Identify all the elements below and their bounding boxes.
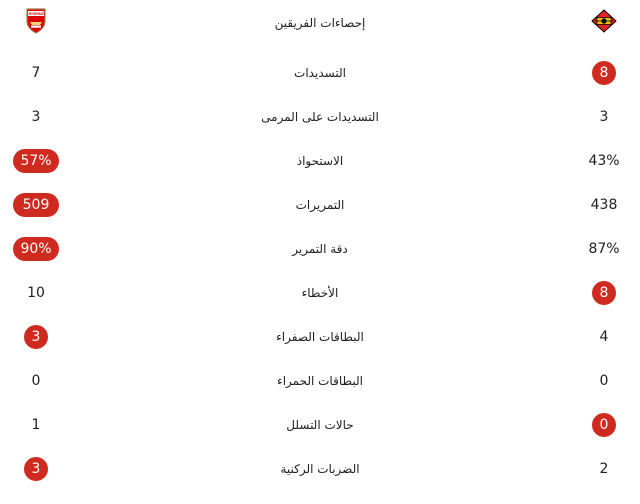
right-value: 4 (599, 329, 609, 345)
left-value-highlighted: 90% (13, 237, 59, 261)
right-value-highlighted: 8 (592, 61, 616, 85)
right-value: 0 (599, 373, 609, 389)
stat-label: التسديدات (294, 66, 346, 80)
stat-label: حالات التسلل (286, 418, 354, 432)
stat-row-passes (0, 185, 640, 225)
left-value: 1 (31, 417, 41, 433)
stat-row-shots (0, 53, 640, 93)
left-value-highlighted: 3 (24, 325, 48, 349)
right-value: 438 (590, 197, 618, 213)
left-value: 10 (27, 285, 45, 301)
stat-label: الأخطاء (301, 286, 339, 300)
left-value: 7 (31, 65, 41, 81)
stat-row-yellow-cards (0, 317, 640, 357)
stat-label: الاستحواذ (296, 154, 344, 168)
left-value-highlighted: 57% (13, 149, 59, 173)
header-row (0, 3, 640, 43)
stat-row-corners (0, 449, 640, 489)
left-value: 0 (31, 373, 41, 389)
stat-row-shots-on-target (0, 97, 640, 137)
stat-label: البطاقات الحمراء (277, 374, 363, 388)
stat-label: التسديدات على المرمى (261, 110, 379, 124)
right-value: 43% (588, 153, 620, 169)
stat-row-pass-accuracy (0, 229, 640, 269)
right-value: 2 (599, 461, 609, 477)
right-value: 87% (588, 241, 620, 257)
leverkusen-crest-icon (591, 9, 617, 37)
header-title: إحصاءات الفريقين (274, 16, 366, 30)
stat-label: البطاقات الصفراء (276, 330, 364, 344)
left-team-crest-cell (0, 3, 72, 43)
stat-row-offsides (0, 405, 640, 445)
left-value-highlighted: 509 (13, 193, 59, 217)
right-team-crest-cell (568, 3, 640, 43)
stat-row-fouls (0, 273, 640, 313)
stat-row-possession (0, 141, 640, 181)
stat-row-red-cards (0, 361, 640, 401)
left-value: 3 (31, 109, 41, 125)
stat-label: الضربات الركنية (280, 462, 360, 476)
left-value-highlighted: 3 (24, 457, 48, 481)
arsenal-crest-text: Arsenal (28, 11, 44, 16)
arsenal-crest-icon (25, 8, 47, 38)
stat-label: التمريرات (295, 198, 345, 212)
right-value-highlighted: 0 (592, 413, 616, 437)
right-value-highlighted: 8 (592, 281, 616, 305)
stat-label: دقة التمرير (292, 242, 348, 256)
right-value: 3 (599, 109, 609, 125)
